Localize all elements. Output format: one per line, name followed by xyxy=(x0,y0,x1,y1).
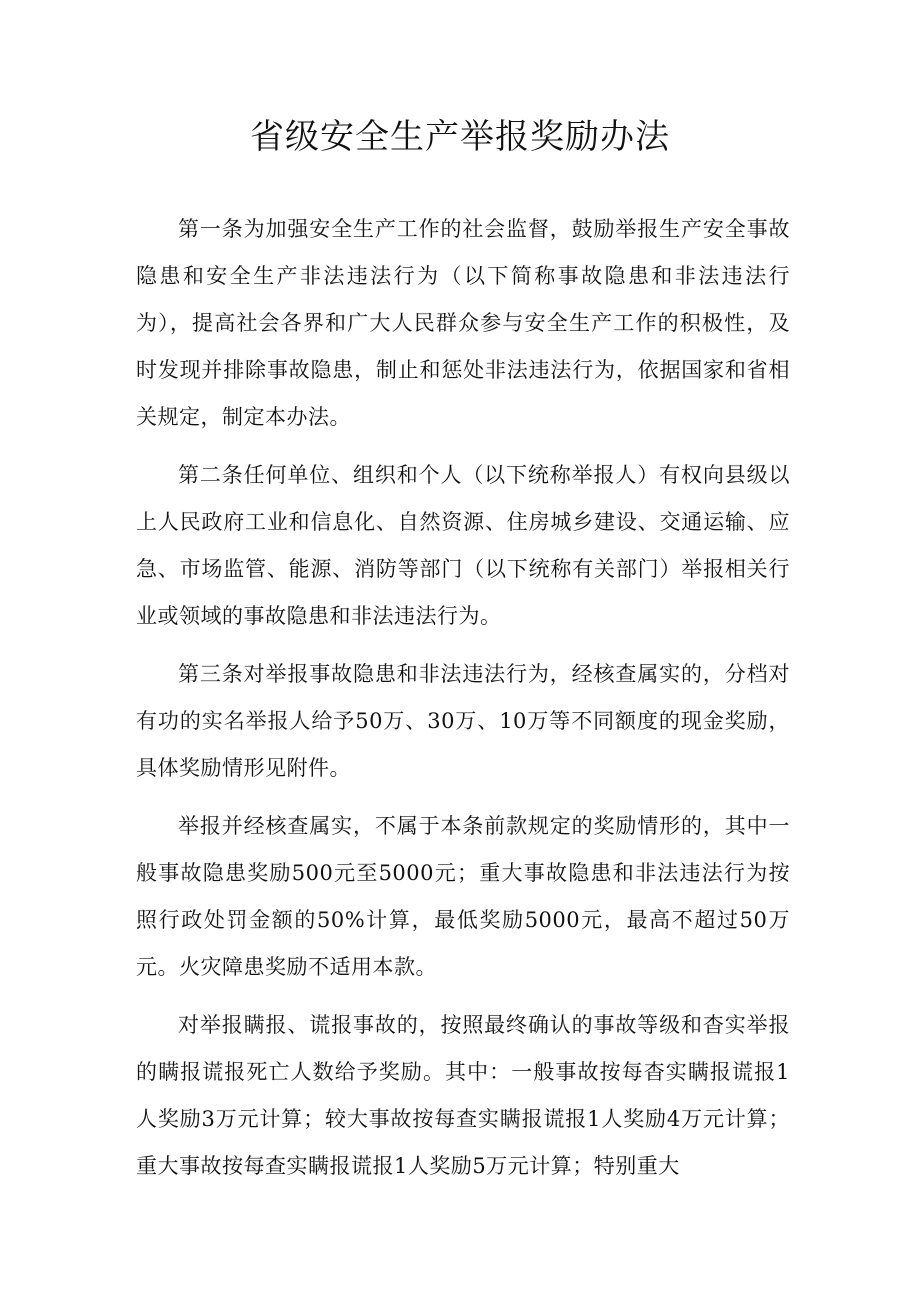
article-3-paragraph: 第三条对举报事故隐患和非法违法行为，经核查属实的，分档对有功的实名举报人给予50万、30万、10万等不同额度的现金奖励，具体奖励情形见附件。 xyxy=(136,662,790,780)
article-3-clause-2-paragraph: 举报并经核查属实，不属于本条前款规定的奖励情形的，其中一般事故隐患奖励500元至5000元；重大事故隐患和非法违法行为按照行政处罚金额的50%计算，最低奖励5000元，最高不超过50万元。火灾障患奖励不适用本款。 xyxy=(136,814,790,979)
article-3-clause-3-paragraph: 对举报瞒报、谎报事故的，按照最终确认的事故等级和杳实举报的瞒报谎报死亡人数给予奖励。其中：一般事故按每杳实瞒报谎报1人奖励3万元计算；较大事故按每查实瞒报谎报1人奖励4万元计算；重大事故按每查实瞒报谎报1人奖励5万元计算；特别重大 xyxy=(136,1013,790,1178)
article-2-paragraph: 第二条任何单位、组织和个人（以下统称举报人）有权向县级以上人民政府工业和信息化、自然资源、住房城乡建设、交通运输、应急、市场监管、能源、消防等部门（以下统称有关部门）举报相关行业或领域的事故隐患和非法违法行为。 xyxy=(136,463,790,628)
document-title: 省级安全生产举报奖励办法 xyxy=(250,117,670,157)
article-1-paragraph: 第一条为加强安全生产工作的社会监督，鼓励举报生产安全事故隐患和安全生产非法违法行为（以下简称事故隐患和非法违法行为），提高社会各界和广大人民群众参与安全生产工作的积极性，及时发现并排除事故隐患，制止和惩处非法违法行为，依据国家和省相关规定，制定本办法。 xyxy=(136,217,790,429)
document-body xyxy=(136,206,790,1201)
